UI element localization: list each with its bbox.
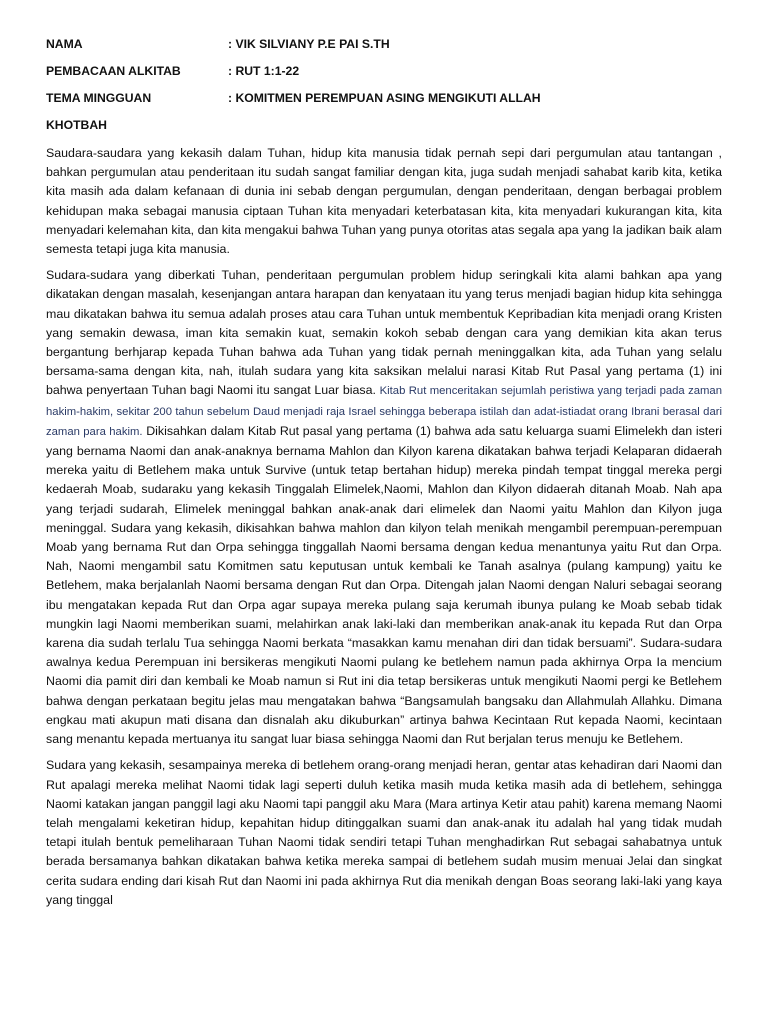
paragraph-2-start: Sudara-sudara yang diberkati Tuhan, penderitaan pergumulan problem hidup seringkali kita alami bahkan apa yang dikatakan dengan masalah, kesenjangan antara harapan dan kenyataan itu yang terus menjadi bagian hidup kita sehingga mau dikatakan bahwa itu semua adalah proses atau cara Tuhan untuk membentuk Kepribadian kita menjadi orang Kristen yang semakin dewasa, iman kita semakin kuat, semakin kokoh sebab dengan cara yang demikian kita akan terus bergantung berhjarap kepada Tuhan bahwa ada Tuhan yang tidak pernah meninggalkan kita, ada Tuhan yang selalu bersama-sama dengan kita, nah, itulah sudara yang kita saksikan melalui narasi Kitab Rut Pasal yang pertama (1) ini bahwa penyertaan Tuhan bagi Naomi itu sangat Luar biasa. bbox=[46, 268, 722, 398]
meta-row-nama bbox=[46, 36, 722, 52]
meta-label-pembacaan: PEMBACAAN ALKITAB bbox=[46, 64, 181, 78]
meta-value-tema: : KOMITMEN PEREMPUAN ASING MENGIKUTI ALLAH bbox=[228, 91, 541, 105]
paragraph-2-end: Dikisahkan dalam Kitab Rut pasal yang pertama (1) bahwa ada satu keluarga suami Elimelekh dan isteri yang bernama Naomi dan anak-anaknya bernama Mahlon dan Kilyon karena dikatakan bahwa terjadi Kelaparan didaerah mereka yaitu di Betlehem maka untuk Survive (untuk tetap bertahan hidup) mereka pindah tempat tinggal mereka pergi kedaerah Moab, sudaraku yang kekasih Tinggalah Elimelek,Naomi, Mahlon dan Kilyon didaerah ditanah Moab. Nah apa yang terjadi sudarah, Elimelek meninggal bahkan anak-anak dari elimelek dan Naomi yaitu Mahlon dan Kilyon juga meninggal. Sudara yang kekasih, dikisahkan bahwa mahlon dan kilyon telah menikah mengambil perempuan-perempuan Moab yang bernama Rut dan Orpa sehingga tinggallah Naomi bersama dengan kedua menantunya yaitu Rut dan Orpa. Nah, Naomi mengambil satu Komitmen satu keputusan untuk kembali ke Tanah asalnya (pulang kampung) yaitu ke Betlehem, maka berjalanlah Naomi bersama dengan Rut dan Orpa. Ditengah jalan Naomi dengan Naluri sebagai seorang ibu mengatakan kepada Rut dan Orpa agar supaya mereka pulang saja kerumah ibunya pulang ke Moab sebab tidak mungkin lagi Naomi memberikan suami, melahirkan anak laki-laki dan memberikan anak-anak itu kepada Rut dan Orpa karena dia sudah terlalu Tua sehingga Naomi berkata “masakkan kamu menahan diri dan tidak bersuami”. Sudara-sudara awalnya kedua Perempuan ini bersikeras mengikuti Naomi pulang ke betlehem namun pada akhirnya Orpa Ia mencium Naomi dia pamit diri dan kembali ke Moab namun si Rut ini dia tetap bersikeras untuk mengikuti Naomi pergi ke Betlehem bahwa dengan perkataan begitu jelas mau mengatakan bahwa “Bangsamulah bangsaku dan Allahmulah Allahku. Dimana engkau mati akupun mati disana dan disnalah aku dikuburkan” artinya bahwa Kecintaan Rut kepada Naomi, kecintaan sang menantu kepada mertuanya itu sangat luar biasa sehingga Naomi dan Rut berjalan terus menuju ke Betlehem. bbox=[46, 423, 722, 747]
sermon-heading: KHOTBAH bbox=[46, 118, 107, 132]
paragraph-2-inserted-note: Kitab Rut menceritakan sejumlah peristiwa yang terjadi pada zaman hakim-hakim, sekitar 200 tahun sebelum Daud menjadi raja Israel sehingga beberapa istilah dan adat-istiadat orang Ibrani berasal dari zaman para hakim. bbox=[46, 385, 723, 438]
meta-label-tema: TEMA MINGGUAN bbox=[46, 91, 152, 105]
meta-row-tema bbox=[46, 90, 722, 106]
meta-value-pembacaan: : RUT 1:1-22 bbox=[228, 64, 300, 78]
meta-value-nama: : VIK SILVIANY P.E PAI S.TH bbox=[228, 37, 390, 51]
meta-row-pembacaan bbox=[46, 63, 722, 79]
paragraph-1: Saudara-saudara yang kekasih dalam Tuhan, hidup kita manusia tidak pernah sepi dari pergumulan atau tantangan , bahkan pergumulan atau penderitaan itu sudah sangat familiar dengan kita, juga sudah menjadi sahabat karib kita, ketika kita masih ada dalam kefanaan di dunia ini sebab dengan pergumulan, dengan penderitaan, dengan berbagai problem kehidupan maka sebagai manusia ciptaan Tuhan kita menyadari keterbatasan kita, kita menyadari kukurangan kita, kita menyadari kelemahan kita, dan kita mengakui bahwa Tuhan yang punya otoritas atas segala apa yang Ia jadikan baik alam semesta tetapi juga kita manusia. bbox=[46, 146, 722, 257]
paragraph-2 bbox=[46, 266, 722, 749]
meta-label-nama: NAMA bbox=[46, 37, 83, 51]
paragraph-3: Sudara yang kekasih, sesampainya mereka di betlehem orang-orang menjadi heran, gentar atas kehadiran dari Naomi dan Rut apalagi mereka melihat Naomi tidak lagi seperti duluh ketika masih muda ketika masih ada di betlehem, sehingga Naomi katakan jangan panggil lagi aku Naomi tapi panggil aku Mara (Mara artinya Ketir atau pahit) karena memang Naomi telah mengalami keketiran hidup, kepahitan hidup ditinggalkan suami dan anak-anak itu adalah hal yang tidak mudah tetapi itulah bentuk pemeliharaan Tuhan Naomi tidak sendiri tetapi Tuhan menghadirkan Rut sebagai sahabatnya untuk berada bersamanya bahkan dikatakan bahwa ketika mereka sampai di betlehem sudah musim menuai Jelai dan singkat cerita sudara ending dari kisah Rut dan Naomi ini pada akhirnya Rut dia menikah dengan Boas seorang laki-laki yang kaya yang tinggal bbox=[46, 758, 722, 907]
